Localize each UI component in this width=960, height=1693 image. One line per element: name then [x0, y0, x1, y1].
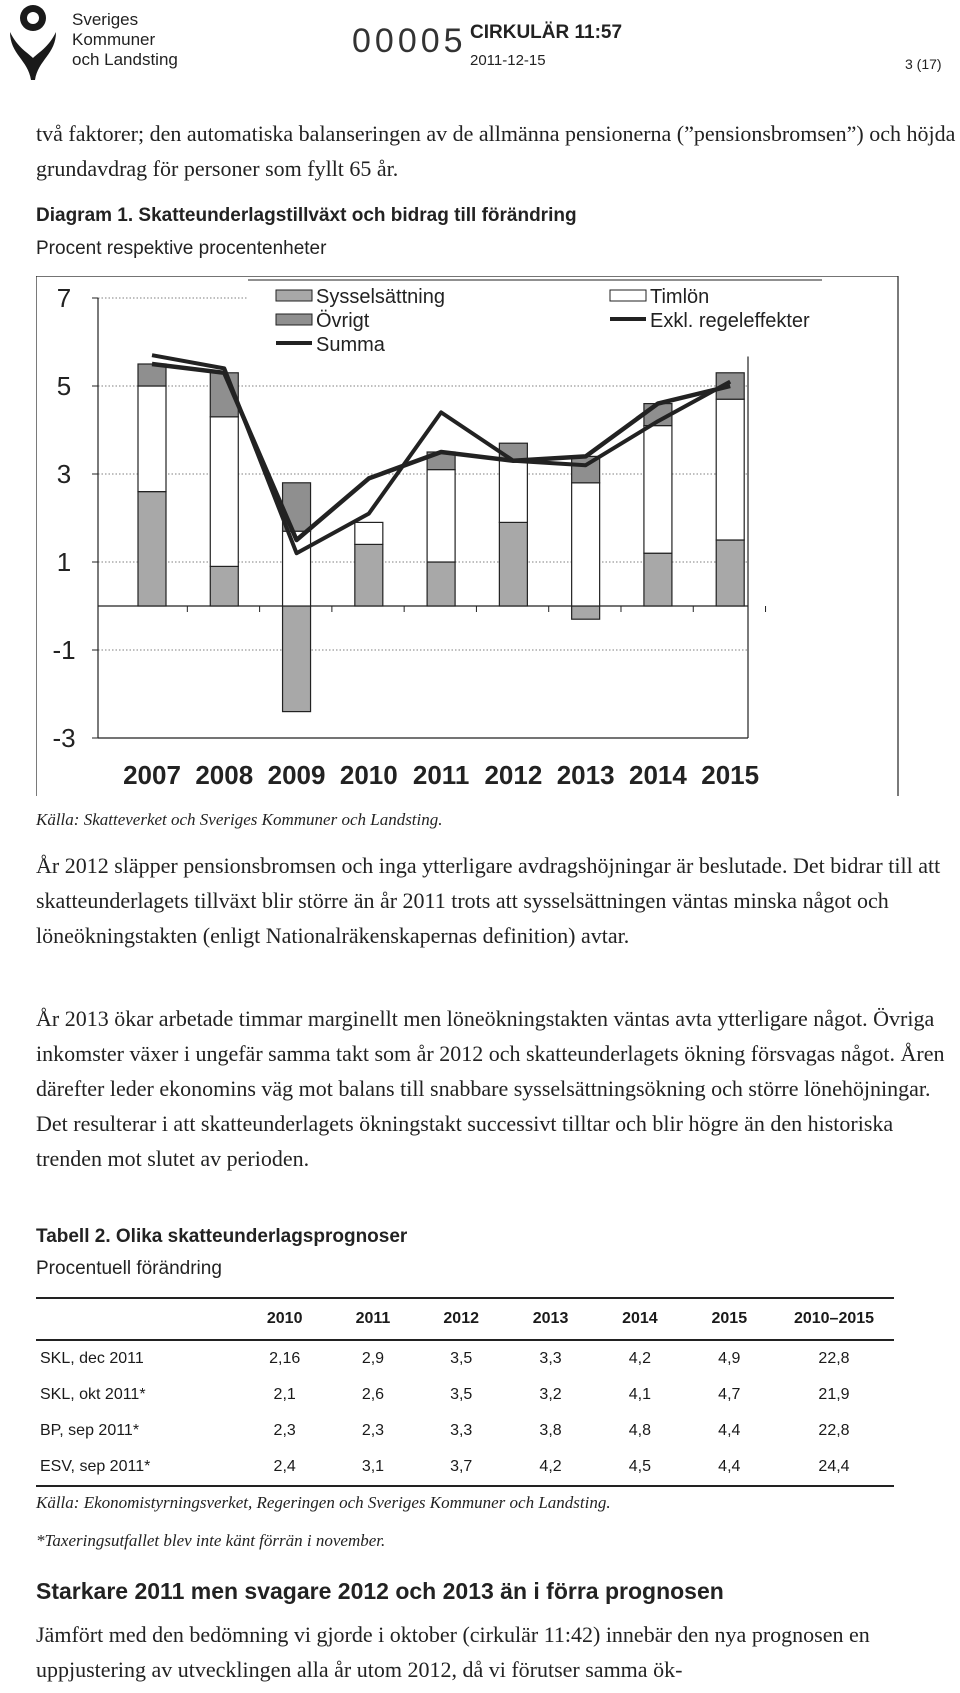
table-cell: 3,3 [539, 1350, 562, 1367]
table-cell: 24,4 [818, 1458, 850, 1475]
table-source: Källa: Ekonomistyrningsverket, Regeringen och Sveriges Kommuner och Landsting. [36, 1493, 611, 1512]
diagram-subcaption: Procent respektive procentenheter [36, 238, 327, 259]
intro-paragraph: två faktorer; den automatiska balanseringen av de allmänna pensionerna (”pensionsbromsen”) och höjda grundavdrag för personer som fyllt 65 år. [36, 121, 956, 181]
legend-label: Timlön [650, 286, 710, 308]
bar-segment [427, 562, 455, 606]
bar-segment [644, 553, 672, 606]
bar-segment [210, 417, 238, 567]
x-tick-label: 2007 [123, 760, 181, 790]
table-cell: 4,9 [718, 1350, 741, 1367]
bar-segment [499, 461, 527, 523]
table-footnote: *Taxeringsutfallet blev inte känt förrän i november. [36, 1531, 386, 1550]
x-tick-label: 2009 [267, 760, 326, 790]
bar-segment [716, 540, 744, 606]
table-cell: 3,5 [450, 1350, 473, 1367]
legend-swatch [276, 314, 312, 325]
circular-date: 2011-12-15 [470, 52, 546, 69]
y-tick-label: 1 [56, 547, 72, 577]
x-tick-label: 2011 [412, 760, 470, 790]
org-line-1: Sveriges [72, 10, 139, 29]
table-cell: 2,9 [361, 1350, 385, 1367]
row-label: BP, sep 2011* [40, 1422, 140, 1439]
y-tick-label: -1 [52, 635, 76, 665]
bar-segment [138, 492, 166, 606]
table-cell: 4,8 [628, 1422, 652, 1439]
legend-label: Summa [316, 334, 385, 356]
bar-segment [572, 606, 600, 619]
table-row [36, 1449, 894, 1486]
x-tick-label: 2015 [701, 760, 760, 790]
bar-segment [283, 606, 311, 712]
x-tick-label: 2010 [339, 760, 398, 790]
table-row [36, 1340, 894, 1377]
section-heading: Starkare 2011 men svagare 2012 och 2013 än i förra prognosen [36, 1578, 724, 1604]
x-tick-label: 2008 [195, 760, 254, 790]
skl-logo [4, 2, 62, 82]
table-cell: 22,8 [818, 1350, 850, 1367]
table-cell: 2,4 [273, 1458, 296, 1475]
bar-segment [644, 426, 672, 554]
column-header: 2011 [355, 1310, 391, 1327]
bar-segment [138, 386, 166, 492]
table-row [36, 1377, 894, 1413]
column-header: 2015 [711, 1310, 748, 1327]
table-caption: Tabell 2. Olika skatteunderlagsprognoser [36, 1226, 408, 1247]
bar-segment [210, 566, 238, 606]
org-line-2: Kommuner [72, 30, 156, 49]
bar-segment [499, 522, 527, 606]
paragraph-2013: År 2013 ökar arbetade timmar marginellt men löneökningstakten väntas avta ytterligare något. Övriga inkomster växer i ungefär samma takt som år 2012 och skatteunderlagets ökning försvagas något. Åren därefter leder ekonomins väg mot balans till snabbare sysselsättningsökning och större lönehöjningar. Det resulterar i att skatteunderlagets ökningstakt successivt tilltar och blir högre än den historiska trenden mot slutet av perioden. [36, 1006, 945, 1171]
legend-label: Övrigt [316, 310, 370, 332]
page-number: 3 (17) [905, 56, 942, 72]
table-cell: 3,2 [539, 1386, 562, 1403]
row-label: SKL, okt 2011* [40, 1386, 146, 1403]
bar-segment [716, 399, 744, 540]
paragraph-2012: År 2012 släpper pensionsbromsen och inga ytterligare avdragshöjningar är beslutade. Det bidrar till att skatteunderlagets tillväxt blir större än år 2011 trots att sysselsättningen väntas minska något och löneökningstakten (enligt Nationalräkenskapernas definition) avtar. [36, 853, 941, 948]
diagram-caption: Diagram 1. Skatteunderlagstillväxt och bidrag till förändring [36, 205, 577, 226]
column-header: 2010 [266, 1310, 303, 1327]
table-cell: 2,3 [273, 1422, 296, 1439]
y-tick-label: 5 [56, 371, 72, 401]
bar-segment [355, 522, 383, 544]
column-header: 2014 [622, 1310, 658, 1327]
table-row [36, 1413, 894, 1449]
bar-segment [427, 470, 455, 562]
column-header: 2012 [443, 1310, 479, 1327]
bar-segment [355, 544, 383, 606]
tax-base-chart [36, 276, 906, 796]
y-tick-label: 7 [56, 283, 72, 313]
table-cell: 2,1 [273, 1386, 296, 1403]
table-cell: 4,4 [718, 1458, 741, 1475]
table-cell: 4,2 [628, 1350, 652, 1367]
table-cell: 2,6 [361, 1386, 385, 1403]
y-tick-label: -3 [52, 723, 76, 753]
table-cell: 3,5 [450, 1386, 473, 1403]
document-stamp: 00005 [352, 22, 467, 60]
legend-label: Exkl. regeleffekter [650, 310, 810, 332]
table-cell: 3,8 [539, 1422, 562, 1439]
row-label: ESV, sep 2011* [40, 1458, 151, 1475]
legend-swatch [276, 290, 312, 301]
table-header-row [36, 1298, 894, 1340]
column-header: 2013 [532, 1310, 569, 1327]
bar-segment [283, 531, 311, 606]
legend-label: Sysselsättning [316, 286, 445, 308]
table-cell: 4,5 [628, 1458, 652, 1475]
forecast-table [36, 1297, 894, 1487]
table-subcaption: Procentuell förändring [36, 1258, 222, 1279]
y-tick-label: 3 [56, 459, 72, 489]
organisation-name [72, 10, 178, 70]
table-cell: 2,3 [361, 1422, 385, 1439]
x-tick-label: 2013 [556, 760, 615, 790]
circular-title: CIRKULÄR 11:57 [470, 22, 623, 43]
x-tick-label: 2014 [629, 760, 687, 790]
table-cell: 4,7 [718, 1386, 741, 1403]
table-cell: 3,1 [361, 1458, 385, 1475]
row-label: SKL, dec 2011 [40, 1350, 144, 1367]
column-header: 2010–2015 [793, 1310, 875, 1327]
table-cell: 3,3 [450, 1422, 473, 1439]
table-cell: 4,1 [628, 1386, 652, 1403]
table-cell: 4,2 [539, 1458, 562, 1475]
bar-segment [572, 483, 600, 606]
section-paragraph: Jämfört med den bedömning vi gjorde i oktober (cirkulär 11:42) innebär den nya prognosen en uppjustering av utvecklingen alla år utom 2012, då vi förutser samma ök- [36, 1622, 870, 1682]
table-cell: 3,7 [450, 1458, 473, 1475]
x-tick-label: 2012 [484, 760, 543, 790]
table-cell: 2,16 [269, 1350, 301, 1367]
table-cell: 21,9 [818, 1386, 850, 1403]
diagram-source: Källa: Skatteverket och Sveriges Kommuner och Landsting. [36, 810, 443, 829]
legend-swatch [610, 290, 646, 301]
table-cell: 4,4 [718, 1422, 741, 1439]
table-cell: 22,8 [818, 1422, 850, 1439]
org-line-3: och Landsting [72, 50, 178, 69]
column-header [36, 1298, 240, 1340]
